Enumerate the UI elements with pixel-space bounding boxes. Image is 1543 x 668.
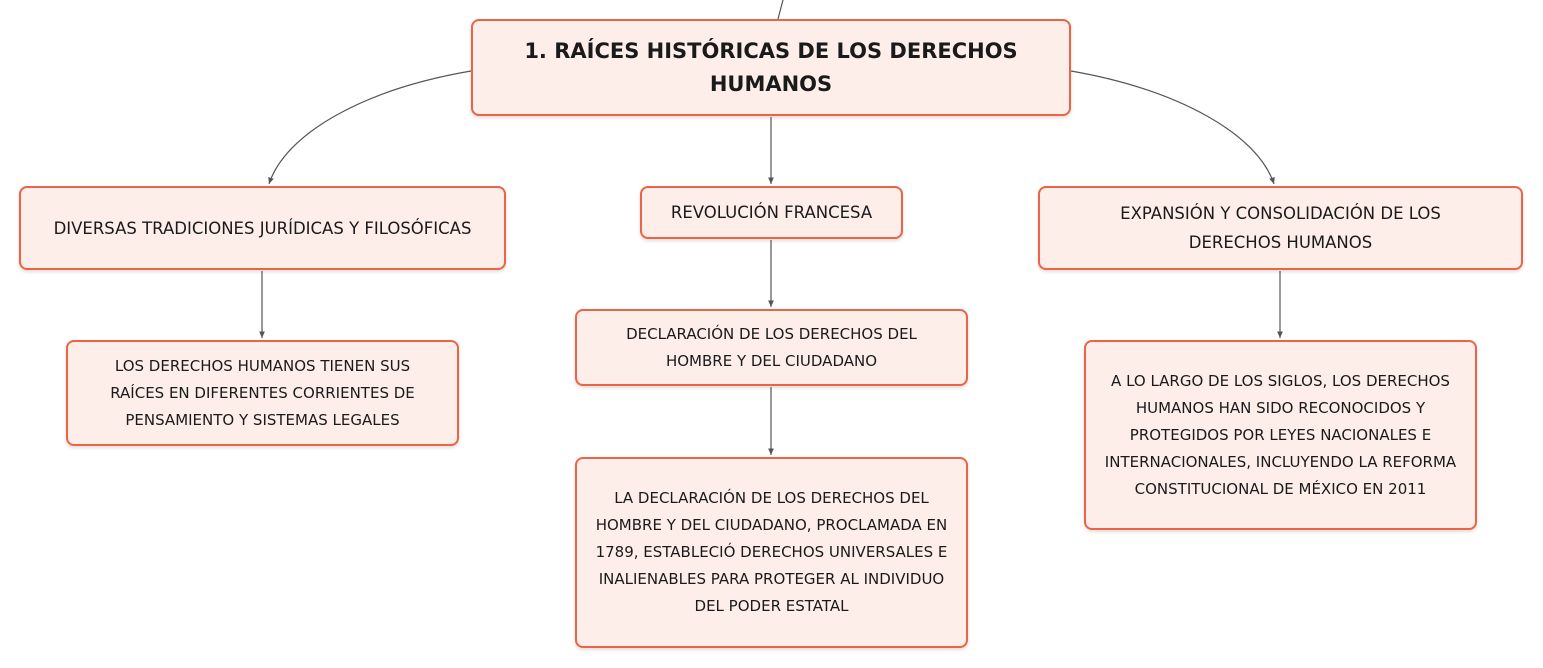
subtopic-node-raices[interactable] bbox=[66, 340, 459, 446]
incoming-connector bbox=[778, 0, 783, 19]
connector-root-right bbox=[1071, 71, 1274, 184]
detail-node-declaracion-1789[interactable] bbox=[575, 457, 968, 648]
connector-root-left bbox=[269, 71, 471, 184]
root-node-label: 1. RAÍCES HISTÓRICAS DE LOS DERECHOS HUMANOS bbox=[524, 38, 1018, 96]
subtopic-node-label: LOS DERECHOS HUMANOS TIENEN SUS RAÍCES EN DIFERENTES CORRIENTES DE PENSAMIENTO Y SISTEMAS LEGALES bbox=[110, 356, 415, 429]
subtopic-node-label: A LO LARGO DE LOS SIGLOS, LOS DERECHOS HUMANOS HAN SIDO RECONOCIDOS Y PROTEGIDOS POR LEYES NACIONALES E INTERNACIONALES, INCLUYENDO LA REFORMA CONSTITUCIONAL DE MÉXICO EN 2011 bbox=[1104, 371, 1457, 498]
topic-node-revolucion[interactable] bbox=[640, 186, 903, 239]
topic-node-expansion[interactable] bbox=[1038, 186, 1523, 270]
topic-node-tradiciones[interactable] bbox=[19, 186, 506, 270]
topic-node-label: DIVERSAS TRADICIONES JURÍDICAS Y FILOSÓFICAS bbox=[53, 218, 472, 238]
subtopic-node-label: DECLARACIÓN DE LOS DERECHOS DEL HOMBRE Y DEL CIUDADANO bbox=[626, 324, 917, 370]
root-node[interactable] bbox=[471, 19, 1071, 116]
detail-node-label: LA DECLARACIÓN DE LOS DERECHOS DEL HOMBRE Y DEL CIUDADANO, PROCLAMADA EN 1789, ESTABLECIÓ DERECHOS UNIVERSALES E INALIENABLES PARA PROTEGER AL INDIVIDUO DEL PODER ESTATAL bbox=[595, 489, 948, 615]
subtopic-node-siglos[interactable] bbox=[1084, 340, 1477, 530]
topic-node-label: EXPANSIÓN Y CONSOLIDACIÓN DE LOS DERECHOS HUMANOS bbox=[1120, 204, 1441, 252]
subtopic-node-declaracion[interactable] bbox=[575, 309, 968, 386]
topic-node-label: REVOLUCIÓN FRANCESA bbox=[670, 203, 873, 222]
